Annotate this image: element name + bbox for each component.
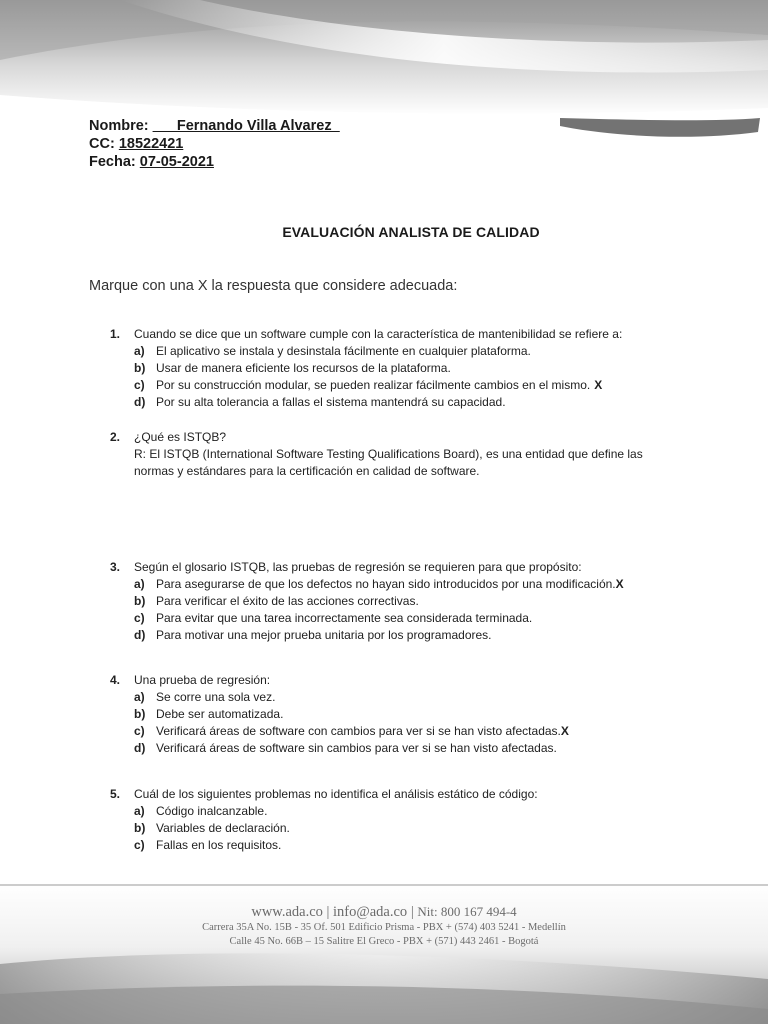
option-c	[110, 610, 690, 627]
option-text: Código inalcanzable.	[156, 804, 268, 818]
option-text: El aplicativo se instala y desinstala fácilmente en cualquier plataforma.	[156, 344, 531, 358]
option-d	[110, 394, 690, 411]
option-text: Para verificar el éxito de las acciones correctivas.	[156, 594, 419, 608]
question-2	[110, 429, 690, 480]
question-text: Según el glosario ISTQB, las pruebas de regresión se requieren para que propósito:	[134, 560, 582, 574]
nit-text: Nit: 800 167 494-4	[417, 904, 517, 919]
name-label: Nombre:	[89, 118, 149, 134]
answer-mark: X	[560, 724, 569, 738]
option-letter: d)	[134, 741, 146, 755]
name-line	[89, 117, 340, 135]
option-a	[110, 803, 690, 820]
separator: |	[326, 904, 330, 920]
date-value: 07-05-2021	[139, 154, 214, 170]
option-text: Verificará áreas de software sin cambios para ver si se han visto afectadas.	[156, 741, 557, 755]
instruction-text: Marque con una X la respuesta que considere adecuada:	[89, 278, 458, 294]
option-c	[110, 377, 690, 394]
option-letter: b)	[134, 361, 146, 375]
option-letter: b)	[134, 821, 146, 835]
question-text: Una prueba de regresión:	[134, 673, 271, 687]
option-b	[110, 820, 690, 837]
option-a	[110, 576, 690, 593]
option-d	[110, 740, 690, 757]
option-d	[110, 627, 690, 644]
option-letter: a)	[134, 690, 145, 704]
option-letter: a)	[134, 804, 145, 818]
answer-mark: X	[615, 577, 624, 591]
question-number: 4.	[110, 673, 121, 687]
answer-line-2: normas y estándares para la certificación en calidad de software.	[134, 464, 480, 478]
option-letter: b)	[134, 594, 146, 608]
question-4	[110, 672, 690, 757]
answer-line-1: R: El ISTQB (International Software Testing Qualifications Board), es una entidad que define las	[134, 447, 643, 461]
option-letter: c)	[134, 724, 145, 738]
option-a	[110, 343, 690, 360]
question-1	[110, 326, 690, 411]
question-number: 3.	[110, 560, 121, 574]
option-letter: a)	[134, 577, 145, 591]
footer-contact-line	[0, 904, 768, 921]
option-letter: b)	[134, 707, 146, 721]
option-c	[110, 837, 690, 854]
name-value: ___Fernando Villa Alvarez_	[152, 118, 340, 134]
option-text: Verificará áreas de software con cambios para ver si se han visto afectadas.	[156, 724, 561, 738]
option-letter: d)	[134, 628, 146, 642]
option-c	[110, 723, 690, 740]
cc-label: CC:	[89, 136, 115, 152]
website-link[interactable]: www.ada.co	[251, 904, 323, 920]
option-text: Para motivar una mejor prueba unitaria por los programadores.	[156, 628, 492, 642]
question-number: 1.	[110, 327, 121, 341]
document-title: EVALUACIÓN ANALISTA DE CALIDAD	[282, 224, 540, 240]
date-label: Fecha:	[89, 154, 136, 170]
student-info	[89, 117, 340, 171]
option-text: Para asegurarse de que los defectos no hayan sido introducidos por una modificación.	[156, 577, 616, 591]
option-text: Para evitar que una tarea incorrectamente sea considerada terminada.	[156, 611, 533, 625]
option-b	[110, 593, 690, 610]
question-text: Cuál de los siguientes problemas no identifica el análisis estático de código:	[134, 787, 538, 801]
option-letter: c)	[134, 611, 145, 625]
question-5	[110, 786, 690, 854]
option-text: Por su construcción modular, se pueden realizar fácilmente cambios en el mismo.	[156, 378, 591, 392]
option-text: Usar de manera eficiente los recursos de la plataforma.	[156, 361, 451, 375]
separator: |	[410, 904, 414, 920]
email-link[interactable]: info@ada.co	[333, 904, 408, 920]
option-text: Por su alta tolerancia a fallas el sistema mantendrá su capacidad.	[156, 395, 506, 409]
option-letter: a)	[134, 344, 145, 358]
option-letter: c)	[134, 378, 145, 392]
option-text: Variables de declaración.	[156, 821, 290, 835]
option-text: Se corre una sola vez.	[156, 690, 276, 704]
address-medellin: Carrera 35A No. 15B - 35 Of. 501 Edificio Prisma - PBX + (574) 403 5241 - Medellín	[202, 922, 566, 933]
question-text: ¿Qué es ISTQB?	[134, 430, 227, 444]
option-text: Fallas en los requisitos.	[156, 838, 282, 852]
question-number: 2.	[110, 430, 121, 444]
option-b	[110, 360, 690, 377]
answer-mark: X	[594, 378, 603, 392]
question-3	[110, 559, 690, 644]
question-text: Cuando se dice que un software cumple con la característica de mantenibilidad se refiere a:	[134, 327, 623, 341]
cc-line	[89, 135, 340, 153]
option-letter: d)	[134, 395, 146, 409]
option-letter: c)	[134, 838, 145, 852]
option-a	[110, 689, 690, 706]
question-number: 5.	[110, 787, 121, 801]
option-text: Debe ser automatizada.	[156, 707, 284, 721]
address-bogota: Calle 45 No. 66B – 15 Salitre El Greco - PBX + (571) 443 2461 - Bogotá	[229, 936, 539, 947]
option-b	[110, 706, 690, 723]
date-line	[89, 153, 340, 171]
cc-value: 18522421	[118, 136, 184, 152]
